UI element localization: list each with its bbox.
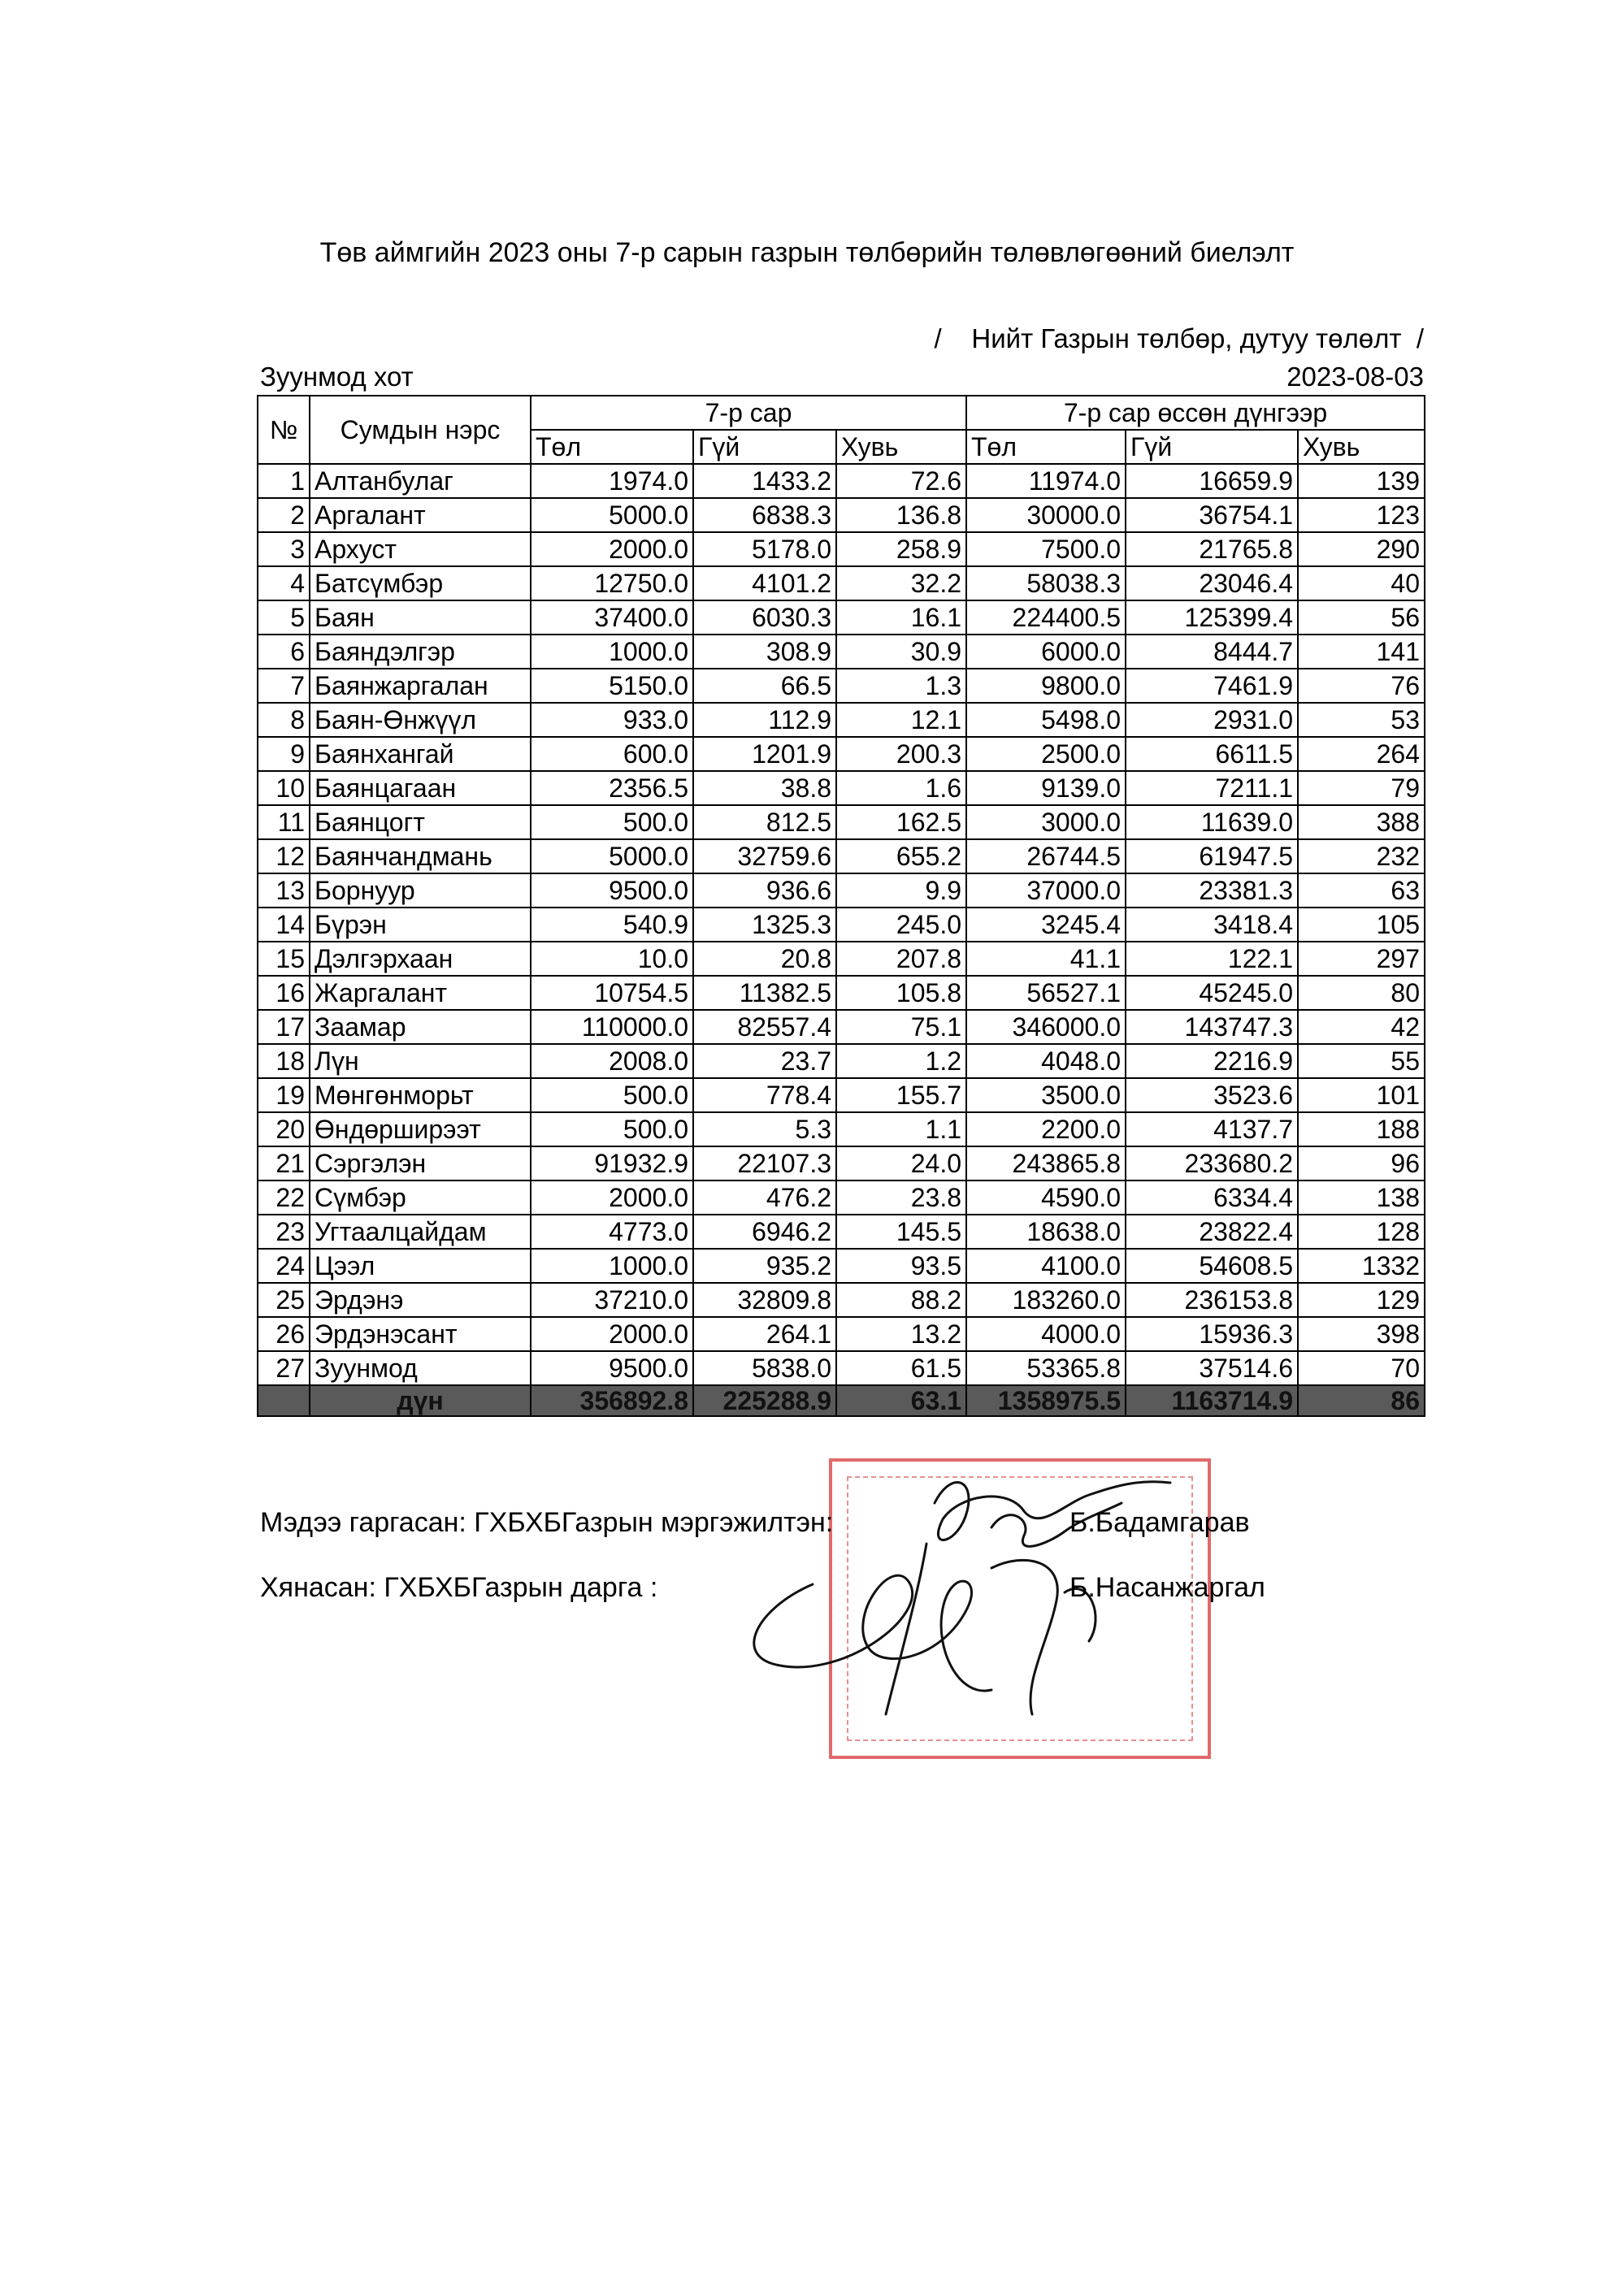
- row-no: 13: [258, 873, 310, 908]
- table-row: [258, 908, 1425, 942]
- total-no-cell: [258, 1385, 310, 1416]
- row-name: Борнуур: [310, 873, 531, 908]
- header-name: Сумдын нэрс: [310, 396, 531, 464]
- row-name: Жаргалант: [310, 976, 531, 1010]
- row-cum-percent: 76: [1298, 669, 1425, 703]
- row-name: Баянчандмань: [310, 839, 531, 873]
- row-month-percent: 162.5: [836, 805, 966, 839]
- row-month-plan: 1974.0: [531, 464, 693, 498]
- table-row: [258, 1146, 1425, 1180]
- row-month-plan: 5000.0: [531, 498, 693, 532]
- table-row: [258, 976, 1425, 1010]
- row-month-actual: 11382.5: [693, 976, 836, 1010]
- row-cum-plan: 3000.0: [966, 805, 1126, 839]
- row-cum-percent: 79: [1298, 771, 1425, 805]
- row-no: 7: [258, 669, 310, 703]
- table-row: [258, 839, 1425, 873]
- total-month-percent: 63.1: [836, 1385, 966, 1416]
- row-no: 18: [258, 1044, 310, 1078]
- total-cum-plan: 1358975.5: [966, 1385, 1126, 1416]
- row-no: 21: [258, 1146, 310, 1180]
- row-no: 16: [258, 976, 310, 1010]
- row-month-plan: 540.9: [531, 908, 693, 942]
- prepared-by-label: Мэдээ гаргасан: ГХБХБГазрын мэргэжилтэн:: [260, 1507, 834, 1538]
- table-row: [258, 566, 1425, 600]
- header-group-month: 7-р сар: [531, 396, 966, 430]
- row-cum-plan: 2500.0: [966, 737, 1126, 771]
- row-no: 22: [258, 1180, 310, 1215]
- row-cum-percent: 96: [1298, 1146, 1425, 1180]
- table-row: [258, 1283, 1425, 1317]
- row-month-percent: 88.2: [836, 1283, 966, 1317]
- row-month-actual: 23.7: [693, 1044, 836, 1078]
- row-cum-plan: 30000.0: [966, 498, 1126, 532]
- total-cum-percent: 86: [1298, 1385, 1425, 1416]
- row-month-plan: 500.0: [531, 1078, 693, 1112]
- row-name: Сэргэлэн: [310, 1146, 531, 1180]
- row-name: Эрдэнэсант: [310, 1317, 531, 1351]
- row-cum-actual: 6611.5: [1126, 737, 1298, 771]
- row-name: Алтанбулаг: [310, 464, 531, 498]
- row-month-actual: 936.6: [693, 873, 836, 908]
- row-cum-actual: 36754.1: [1126, 498, 1298, 532]
- row-month-plan: 2000.0: [531, 532, 693, 566]
- row-cum-percent: 129: [1298, 1283, 1425, 1317]
- row-name: Мөнгөнморьт: [310, 1078, 531, 1112]
- row-month-plan: 500.0: [531, 805, 693, 839]
- row-no: 25: [258, 1283, 310, 1317]
- row-cum-plan: 2200.0: [966, 1112, 1126, 1146]
- row-no: 1: [258, 464, 310, 498]
- table-row: [258, 771, 1425, 805]
- row-month-actual: 5838.0: [693, 1351, 836, 1385]
- row-cum-percent: 40: [1298, 566, 1425, 600]
- table-row: [258, 873, 1425, 908]
- row-no: 17: [258, 1010, 310, 1044]
- total-row: [258, 1385, 1425, 1416]
- table-row: [258, 635, 1425, 669]
- row-cum-actual: 61947.5: [1126, 839, 1298, 873]
- row-cum-percent: 139: [1298, 464, 1425, 498]
- row-month-percent: 75.1: [836, 1010, 966, 1044]
- row-cum-percent: 53: [1298, 703, 1425, 737]
- row-month-plan: 4773.0: [531, 1215, 693, 1249]
- row-name: Эрдэнэ: [310, 1283, 531, 1317]
- row-cum-plan: 58038.3: [966, 566, 1126, 600]
- row-month-actual: 32759.6: [693, 839, 836, 873]
- row-cum-actual: 23381.3: [1126, 873, 1298, 908]
- row-month-plan: 9500.0: [531, 1351, 693, 1385]
- row-month-plan: 2356.5: [531, 771, 693, 805]
- row-cum-percent: 63: [1298, 873, 1425, 908]
- table-row: [258, 942, 1425, 976]
- row-cum-percent: 138: [1298, 1180, 1425, 1215]
- header-no: №: [258, 396, 310, 464]
- row-month-actual: 812.5: [693, 805, 836, 839]
- row-cum-plan: 346000.0: [966, 1010, 1126, 1044]
- header-cum-percent: Хувь: [1298, 430, 1425, 464]
- row-cum-plan: 53365.8: [966, 1351, 1126, 1385]
- total-label: дүн: [310, 1385, 531, 1416]
- row-month-percent: 13.2: [836, 1317, 966, 1351]
- row-month-percent: 1.3: [836, 669, 966, 703]
- row-cum-actual: 3523.6: [1126, 1078, 1298, 1112]
- row-month-actual: 1433.2: [693, 464, 836, 498]
- row-cum-plan: 7500.0: [966, 532, 1126, 566]
- row-cum-plan: 4000.0: [966, 1317, 1126, 1351]
- row-cum-percent: 398: [1298, 1317, 1425, 1351]
- row-month-actual: 38.8: [693, 771, 836, 805]
- total-cum-actual: 1163714.9: [1126, 1385, 1298, 1416]
- row-month-actual: 935.2: [693, 1249, 836, 1283]
- row-month-plan: 91932.9: [531, 1146, 693, 1180]
- row-cum-percent: 123: [1298, 498, 1425, 532]
- row-no: 19: [258, 1078, 310, 1112]
- row-cum-percent: 55: [1298, 1044, 1425, 1078]
- row-month-percent: 155.7: [836, 1078, 966, 1112]
- row-name: Сүмбэр: [310, 1180, 531, 1215]
- row-month-actual: 6030.3: [693, 600, 836, 635]
- row-cum-plan: 224400.5: [966, 600, 1126, 635]
- report-subtitle: / Нийт Газрын төлбөр, дутуу төлөлт /: [934, 323, 1424, 353]
- row-name: Баян: [310, 600, 531, 635]
- row-month-percent: 145.5: [836, 1215, 966, 1249]
- table-row: [258, 805, 1425, 839]
- row-cum-percent: 290: [1298, 532, 1425, 566]
- row-cum-actual: 37514.6: [1126, 1351, 1298, 1385]
- row-no: 15: [258, 942, 310, 976]
- row-no: 11: [258, 805, 310, 839]
- row-cum-percent: 80: [1298, 976, 1425, 1010]
- row-name: Дэлгэрхаан: [310, 942, 531, 976]
- row-no: 6: [258, 635, 310, 669]
- row-cum-percent: 70: [1298, 1351, 1425, 1385]
- row-name: Зуунмод: [310, 1351, 531, 1385]
- row-month-actual: 32809.8: [693, 1283, 836, 1317]
- table-row: [258, 1078, 1425, 1112]
- row-name: Архуст: [310, 532, 531, 566]
- row-name: Баяндэлгэр: [310, 635, 531, 669]
- row-month-plan: 12750.0: [531, 566, 693, 600]
- row-month-plan: 2008.0: [531, 1044, 693, 1078]
- row-cum-actual: 3418.4: [1126, 908, 1298, 942]
- row-month-plan: 1000.0: [531, 1249, 693, 1283]
- total-month-plan: 356892.8: [531, 1385, 693, 1416]
- row-cum-actual: 16659.9: [1126, 464, 1298, 498]
- row-no: 9: [258, 737, 310, 771]
- table-row: [258, 1010, 1425, 1044]
- header-month-actual: Гүй: [693, 430, 836, 464]
- table-row: [258, 737, 1425, 771]
- row-month-actual: 264.1: [693, 1317, 836, 1351]
- row-month-actual: 82557.4: [693, 1010, 836, 1044]
- table-row: [258, 498, 1425, 532]
- row-no: 4: [258, 566, 310, 600]
- row-month-percent: 136.8: [836, 498, 966, 532]
- row-name: Заамар: [310, 1010, 531, 1044]
- row-name: Баянцогт: [310, 805, 531, 839]
- row-month-plan: 10.0: [531, 942, 693, 976]
- row-cum-plan: 9139.0: [966, 771, 1126, 805]
- row-month-actual: 20.8: [693, 942, 836, 976]
- row-cum-percent: 1332: [1298, 1249, 1425, 1283]
- row-cum-actual: 2216.9: [1126, 1044, 1298, 1078]
- row-month-percent: 61.5: [836, 1351, 966, 1385]
- table-row: [258, 1249, 1425, 1283]
- row-name: Цээл: [310, 1249, 531, 1283]
- row-month-actual: 5.3: [693, 1112, 836, 1146]
- row-cum-actual: 7211.1: [1126, 771, 1298, 805]
- row-no: 20: [258, 1112, 310, 1146]
- table-row: [258, 1215, 1425, 1249]
- row-cum-percent: 264: [1298, 737, 1425, 771]
- row-name: Баян-Өнжүүл: [310, 703, 531, 737]
- row-month-actual: 1201.9: [693, 737, 836, 771]
- header-group-cumulative: 7-р сар өссөн дүнгээр: [966, 396, 1425, 430]
- row-cum-plan: 18638.0: [966, 1215, 1126, 1249]
- row-month-percent: 1.6: [836, 771, 966, 805]
- row-cum-plan: 56527.1: [966, 976, 1126, 1010]
- row-cum-plan: 243865.8: [966, 1146, 1126, 1180]
- row-month-actual: 6838.3: [693, 498, 836, 532]
- row-cum-plan: 3245.4: [966, 908, 1126, 942]
- row-month-actual: 6946.2: [693, 1215, 836, 1249]
- row-month-plan: 37400.0: [531, 600, 693, 635]
- row-cum-actual: 11639.0: [1126, 805, 1298, 839]
- row-cum-plan: 37000.0: [966, 873, 1126, 908]
- row-cum-percent: 297: [1298, 942, 1425, 976]
- row-cum-percent: 56: [1298, 600, 1425, 635]
- row-cum-actual: 23046.4: [1126, 566, 1298, 600]
- row-name: Баянжаргалан: [310, 669, 531, 703]
- table-row: [258, 1044, 1425, 1078]
- table-row: [258, 532, 1425, 566]
- row-month-percent: 24.0: [836, 1146, 966, 1180]
- row-cum-plan: 6000.0: [966, 635, 1126, 669]
- row-month-actual: 476.2: [693, 1180, 836, 1215]
- checked-by-name: Б.Насанжаргал: [1069, 1572, 1265, 1603]
- row-cum-plan: 9800.0: [966, 669, 1126, 703]
- row-no: 24: [258, 1249, 310, 1283]
- table-body: [258, 464, 1425, 1385]
- header-month-plan: Төл: [531, 430, 693, 464]
- row-cum-percent: 232: [1298, 839, 1425, 873]
- row-month-plan: 10754.5: [531, 976, 693, 1010]
- row-month-actual: 22107.3: [693, 1146, 836, 1180]
- row-name: Батсүмбэр: [310, 566, 531, 600]
- table-row: [258, 1112, 1425, 1146]
- row-month-plan: 5150.0: [531, 669, 693, 703]
- row-cum-actual: 7461.9: [1126, 669, 1298, 703]
- row-name: Бүрэн: [310, 908, 531, 942]
- row-cum-actual: 143747.3: [1126, 1010, 1298, 1044]
- row-month-percent: 93.5: [836, 1249, 966, 1283]
- row-cum-percent: 105: [1298, 908, 1425, 942]
- row-no: 26: [258, 1317, 310, 1351]
- row-month-percent: 12.1: [836, 703, 966, 737]
- row-cum-actual: 233680.2: [1126, 1146, 1298, 1180]
- table-row: [258, 600, 1425, 635]
- row-month-actual: 308.9: [693, 635, 836, 669]
- row-no: 23: [258, 1215, 310, 1249]
- row-month-percent: 105.8: [836, 976, 966, 1010]
- row-name: Өндөрширээт: [310, 1112, 531, 1146]
- row-no: 3: [258, 532, 310, 566]
- row-month-actual: 1325.3: [693, 908, 836, 942]
- row-month-percent: 30.9: [836, 635, 966, 669]
- row-cum-plan: 26744.5: [966, 839, 1126, 873]
- header-cum-actual: Гүй: [1126, 430, 1298, 464]
- row-month-plan: 110000.0: [531, 1010, 693, 1044]
- row-cum-actual: 8444.7: [1126, 635, 1298, 669]
- row-no: 2: [258, 498, 310, 532]
- row-cum-plan: 4100.0: [966, 1249, 1126, 1283]
- row-no: 10: [258, 771, 310, 805]
- row-name: Угтаалцайдам: [310, 1215, 531, 1249]
- row-month-plan: 933.0: [531, 703, 693, 737]
- row-cum-actual: 125399.4: [1126, 600, 1298, 635]
- row-month-percent: 245.0: [836, 908, 966, 942]
- row-cum-plan: 3500.0: [966, 1078, 1126, 1112]
- row-cum-actual: 122.1: [1126, 942, 1298, 976]
- row-month-percent: 16.1: [836, 600, 966, 635]
- row-cum-actual: 6334.4: [1126, 1180, 1298, 1215]
- row-cum-plan: 4590.0: [966, 1180, 1126, 1215]
- report-date: 2023-08-03: [1286, 362, 1424, 392]
- row-cum-percent: 388: [1298, 805, 1425, 839]
- table-row: [258, 1180, 1425, 1215]
- row-cum-actual: 21765.8: [1126, 532, 1298, 566]
- row-no: 14: [258, 908, 310, 942]
- row-month-actual: 112.9: [693, 703, 836, 737]
- row-cum-percent: 141: [1298, 635, 1425, 669]
- header-cum-plan: Төл: [966, 430, 1126, 464]
- row-cum-actual: 23822.4: [1126, 1215, 1298, 1249]
- header-month-percent: Хувь: [836, 430, 966, 464]
- row-month-percent: 72.6: [836, 464, 966, 498]
- row-month-plan: 5000.0: [531, 839, 693, 873]
- row-cum-plan: 5498.0: [966, 703, 1126, 737]
- row-cum-actual: 54608.5: [1126, 1249, 1298, 1283]
- row-month-percent: 655.2: [836, 839, 966, 873]
- row-month-plan: 2000.0: [531, 1180, 693, 1215]
- table-row: [258, 1317, 1425, 1351]
- row-no: 12: [258, 839, 310, 873]
- row-cum-percent: 101: [1298, 1078, 1425, 1112]
- row-no: 5: [258, 600, 310, 635]
- row-name: Лүн: [310, 1044, 531, 1078]
- row-name: Баянцагаан: [310, 771, 531, 805]
- table-row: [258, 1351, 1425, 1385]
- row-month-plan: 600.0: [531, 737, 693, 771]
- table-row: [258, 669, 1425, 703]
- row-cum-plan: 11974.0: [966, 464, 1126, 498]
- row-cum-actual: 4137.7: [1126, 1112, 1298, 1146]
- table-row: [258, 703, 1425, 737]
- row-month-percent: 1.2: [836, 1044, 966, 1078]
- row-name: Баянхангай: [310, 737, 531, 771]
- table-header: [258, 396, 1425, 464]
- prepared-by-name: Б.Бадамгарав: [1069, 1507, 1250, 1538]
- row-cum-actual: 45245.0: [1126, 976, 1298, 1010]
- row-month-actual: 5178.0: [693, 532, 836, 566]
- total-month-actual: 225288.9: [693, 1385, 836, 1416]
- checked-by-label: Хянасан: ГХБХБГазрын дарга :: [260, 1572, 658, 1603]
- table-row: [258, 464, 1425, 498]
- row-month-plan: 2000.0: [531, 1317, 693, 1351]
- location-label: Зуунмод хот: [260, 362, 414, 392]
- row-name: Аргалант: [310, 498, 531, 532]
- row-month-percent: 9.9: [836, 873, 966, 908]
- row-cum-plan: 4048.0: [966, 1044, 1126, 1078]
- row-no: 8: [258, 703, 310, 737]
- row-month-actual: 778.4: [693, 1078, 836, 1112]
- row-month-plan: 500.0: [531, 1112, 693, 1146]
- row-cum-percent: 128: [1298, 1215, 1425, 1249]
- row-cum-plan: 183260.0: [966, 1283, 1126, 1317]
- row-cum-actual: 236153.8: [1126, 1283, 1298, 1317]
- page-title: Төв аймгийн 2023 оны 7-р сарын газрын төлбөрийн төлөвлөгөөний биелэлт: [319, 237, 1295, 268]
- row-month-percent: 23.8: [836, 1180, 966, 1215]
- row-month-percent: 207.8: [836, 942, 966, 976]
- row-cum-percent: 188: [1298, 1112, 1425, 1146]
- payment-table: [257, 395, 1425, 1417]
- row-month-plan: 1000.0: [531, 635, 693, 669]
- row-no: 27: [258, 1351, 310, 1385]
- row-month-percent: 32.2: [836, 566, 966, 600]
- row-month-actual: 4101.2: [693, 566, 836, 600]
- row-cum-plan: 41.1: [966, 942, 1126, 976]
- row-cum-actual: 2931.0: [1126, 703, 1298, 737]
- row-month-plan: 9500.0: [531, 873, 693, 908]
- row-month-percent: 258.9: [836, 532, 966, 566]
- row-month-percent: 200.3: [836, 737, 966, 771]
- row-cum-actual: 15936.3: [1126, 1317, 1298, 1351]
- row-month-actual: 66.5: [693, 669, 836, 703]
- row-month-percent: 1.1: [836, 1112, 966, 1146]
- row-month-plan: 37210.0: [531, 1283, 693, 1317]
- row-cum-percent: 42: [1298, 1010, 1425, 1044]
